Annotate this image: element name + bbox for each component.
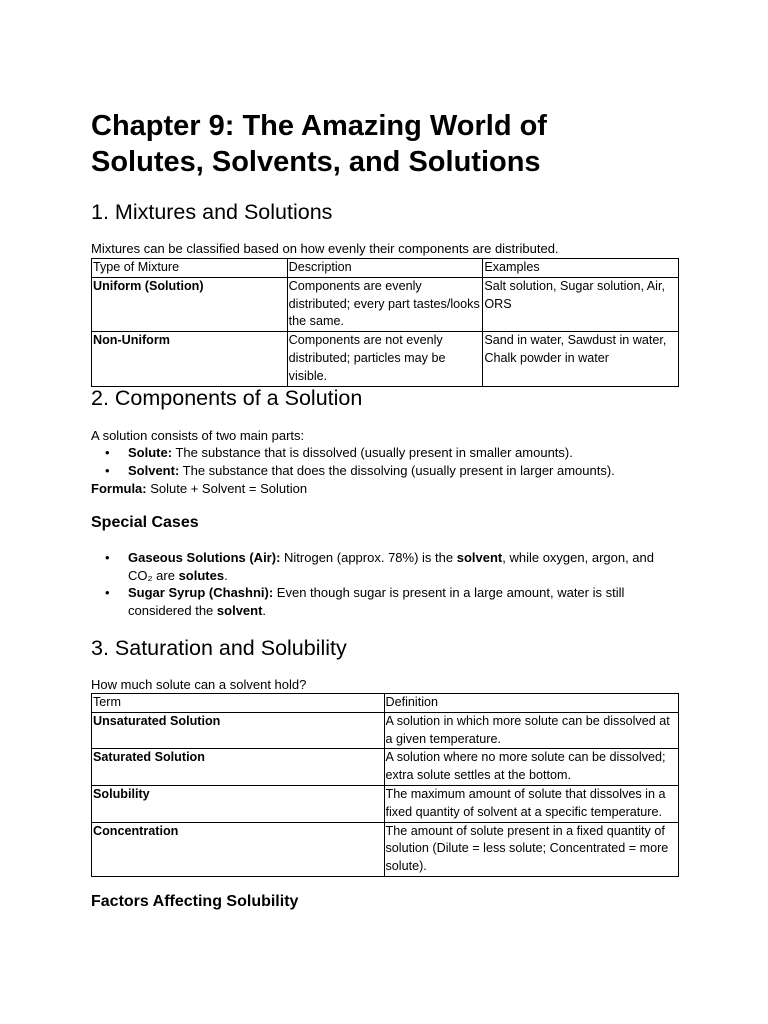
- table-cell-term: Saturated Solution: [92, 749, 385, 786]
- components-list: [91, 444, 615, 479]
- table-cell: A solution in which more solute can be dissolved at a given temperature.: [384, 712, 679, 749]
- table-cell-term: Unsaturated Solution: [92, 712, 385, 749]
- table-cell-term: Uniform (Solution): [92, 277, 288, 331]
- table-header-row: [92, 259, 679, 278]
- list-item-text: The substance that does the dissolving (usually present in larger amounts).: [179, 462, 615, 478]
- section-intro-components: A solution consists of two main parts:: [91, 428, 305, 443]
- list-item-term: Solute:: [128, 445, 173, 460]
- table-cell-term: Concentration: [92, 822, 385, 876]
- formula-line: [91, 480, 307, 497]
- mixtures-table: [91, 258, 679, 387]
- table-cell: The amount of solute present in a fixed quantity of solution (Dilute = less solute; Concentrated = more solute).: [384, 822, 679, 876]
- table-header-cell: Term: [92, 694, 385, 713]
- page-title: Chapter 9: The Amazing World of Solutes, Solvents, and Solutions: [91, 110, 547, 178]
- list-item: [91, 444, 615, 462]
- list-item-term: Sugar Syrup (Chashni):: [128, 585, 274, 600]
- list-item-emphasis: solvent: [456, 550, 503, 565]
- table-cell-term: Solubility: [92, 785, 385, 822]
- list-item-term: Solvent:: [128, 462, 180, 478]
- list-item-text: .: [262, 602, 267, 618]
- section-heading-components: 2. Components of a Solution: [91, 386, 363, 410]
- table-row: [92, 785, 679, 822]
- list-item-emphasis: solutes: [178, 567, 225, 583]
- table-cell-term: Non-Uniform: [92, 332, 288, 386]
- table-row: [92, 712, 679, 749]
- table-cell: The maximum amount of solute that dissolves in a fixed quantity of solvent at a specific temperature.: [384, 785, 679, 822]
- list-item-text: Nitrogen (approx. 78%) is the: [280, 550, 457, 565]
- list-item: [91, 549, 679, 584]
- section-intro-mixtures: Mixtures can be classified based on how evenly their components are distributed.: [91, 241, 559, 256]
- table-cell: Components are evenly distributed; every part tastes/looks the same.: [287, 277, 483, 331]
- table-header-cell: Description: [287, 259, 483, 278]
- table-header-cell: Examples: [483, 259, 679, 278]
- subheading-factors: Factors Affecting Solubility: [91, 893, 299, 910]
- list-item-text: .: [224, 567, 228, 583]
- formula-text: Solute + Solvent = Solution: [146, 481, 308, 496]
- section-intro-saturation: How much solute can a solvent hold?: [91, 677, 307, 692]
- subheading-special-cases: Special Cases: [91, 514, 199, 531]
- table-cell: Salt solution, Sugar solution, Air, ORS: [483, 277, 679, 331]
- formula-label: Formula:: [91, 481, 147, 496]
- table-cell: Components are not evenly distributed; particles may be visible.: [287, 332, 483, 386]
- table-row: [92, 822, 679, 876]
- special-cases-list: [91, 549, 679, 619]
- table-row: [92, 332, 679, 386]
- list-item-text: , while oxygen, argon, and CO₂ are: [128, 550, 655, 583]
- list-item-text: Even though sugar is present in a large amount, water is still considered the: [128, 585, 625, 618]
- table-cell: Sand in water, Sawdust in water, Chalk powder in water: [483, 332, 679, 386]
- section-heading-saturation: 3. Saturation and Solubility: [91, 636, 347, 660]
- list-item: [91, 462, 615, 480]
- section-heading-mixtures: 1. Mixtures and Solutions: [91, 200, 333, 224]
- list-item-term: Gaseous Solutions (Air):: [128, 550, 281, 565]
- table-row: [92, 749, 679, 786]
- saturation-table: [91, 693, 679, 877]
- table-row: [92, 277, 679, 331]
- table-header-row: [92, 694, 679, 713]
- list-item-text: The substance that is dissolved (usually present in smaller amounts).: [172, 445, 573, 460]
- table-cell: A solution where no more solute can be dissolved; extra solute settles at the bottom.: [384, 749, 679, 786]
- list-item: [91, 584, 679, 619]
- list-item-emphasis: solvent: [216, 602, 263, 618]
- table-header-cell: Type of Mixture: [92, 259, 288, 278]
- table-header-cell: Definition: [384, 694, 679, 713]
